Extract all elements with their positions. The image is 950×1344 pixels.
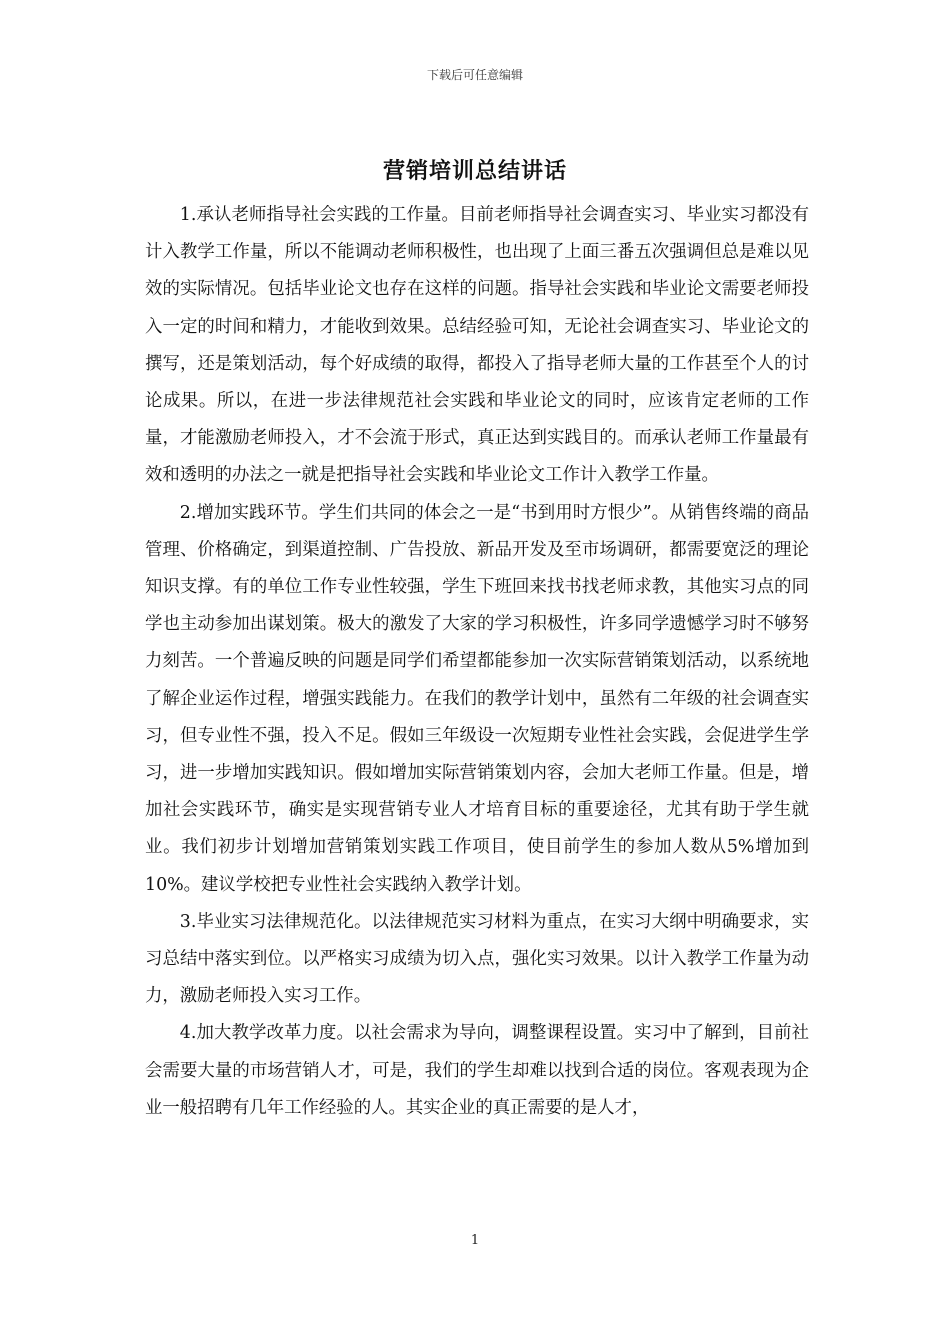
page-header-note: 下载后可任意编辑 [426,68,523,82]
paragraph-2: 2.增加实践环节。学生们共同的体会之一是“书到用时方恨少”。从销售终端的商品管理、价格确定，到渠道控制、广告投放、新品开发及至市场调研，都需要宽泛的理论知识支撑。有的单位工作专业性较强，学生下班回来找书找老师求教，其他实习点的同学也主动参加出谋划策。极大的激发了大家的学习积极性，许多同学遗憾学习时不够努力刻苦。一个普遍反映的问题是同学们希望都能参加一次实际营销策划活动，以系统地了解企业运作过程，增强实践能力。在我们的教学计划中，虽然有二年级的社会调查实习，但专业性不强，投入不足。假如三年级设一次短期专业性社会实践，会促进学生学习，进一步增加实践知识。假如增加实际营销策划内容，会加大老师工作量。但是，增加社会实践环节，确实是实现营销专业人才培育目标的重要途径，尤其有助于学生就业。我们初步计划增加营销策划实践工作项目，使目前学生的参加人数从5%增加到10%。建议学校把专业性社会实践纳入教学计划。 [145,502,809,895]
paragraph-1: 1.承认老师指导社会实践的工作量。目前老师指导社会调查实习、毕业实习都没有计入教学工作量，所以不能调动老师积极性，也出现了上面三番五次强调但总是难以见效的实际情况。包括毕业论文也存在这样的问题。指导社会实践和毕业论文需要老师投入一定的时间和精力，才能收到效果。总结经验可知，无论社会调查实习、毕业论文的撰写，还是策划活动，每个好成绩的取得，都投入了指导老师大量的工作甚至个人的讨论成果。所以，在进一步法律规范社会实践和毕业论文的同时，应该肯定老师的工作量，才能激励老师投入，才不会流于形式，真正达到实践目的。而承认老师工作量最有效和透明的办法之一就是把指导社会实践和毕业论文工作计入教学工作量。 [145,205,809,486]
page-number: 1 [470,1233,480,1248]
paragraph-4: 4.加大教学改革力度。以社会需求为导向，调整课程设置。实习中了解到，目前社会需要大量的市场营销人才，可是，我们的学生却难以找到合适的岗位。客观表现为企业一般招聘有几年工作经验的人。其实企业的真正需要的是人才， [145,1023,809,1118]
document-body [145,197,809,1127]
paragraph-3: 3.毕业实习法律规范化。以法律规范实习材料为重点，在实习大纲中明确要求，实习总结中落实到位。以严格实习成绩为切入点，强化实习效果。以计入教学工作量为动力，激励老师投入实习工作。 [145,911,809,1007]
document-title: 营销培训总结讲话 [382,158,567,184]
